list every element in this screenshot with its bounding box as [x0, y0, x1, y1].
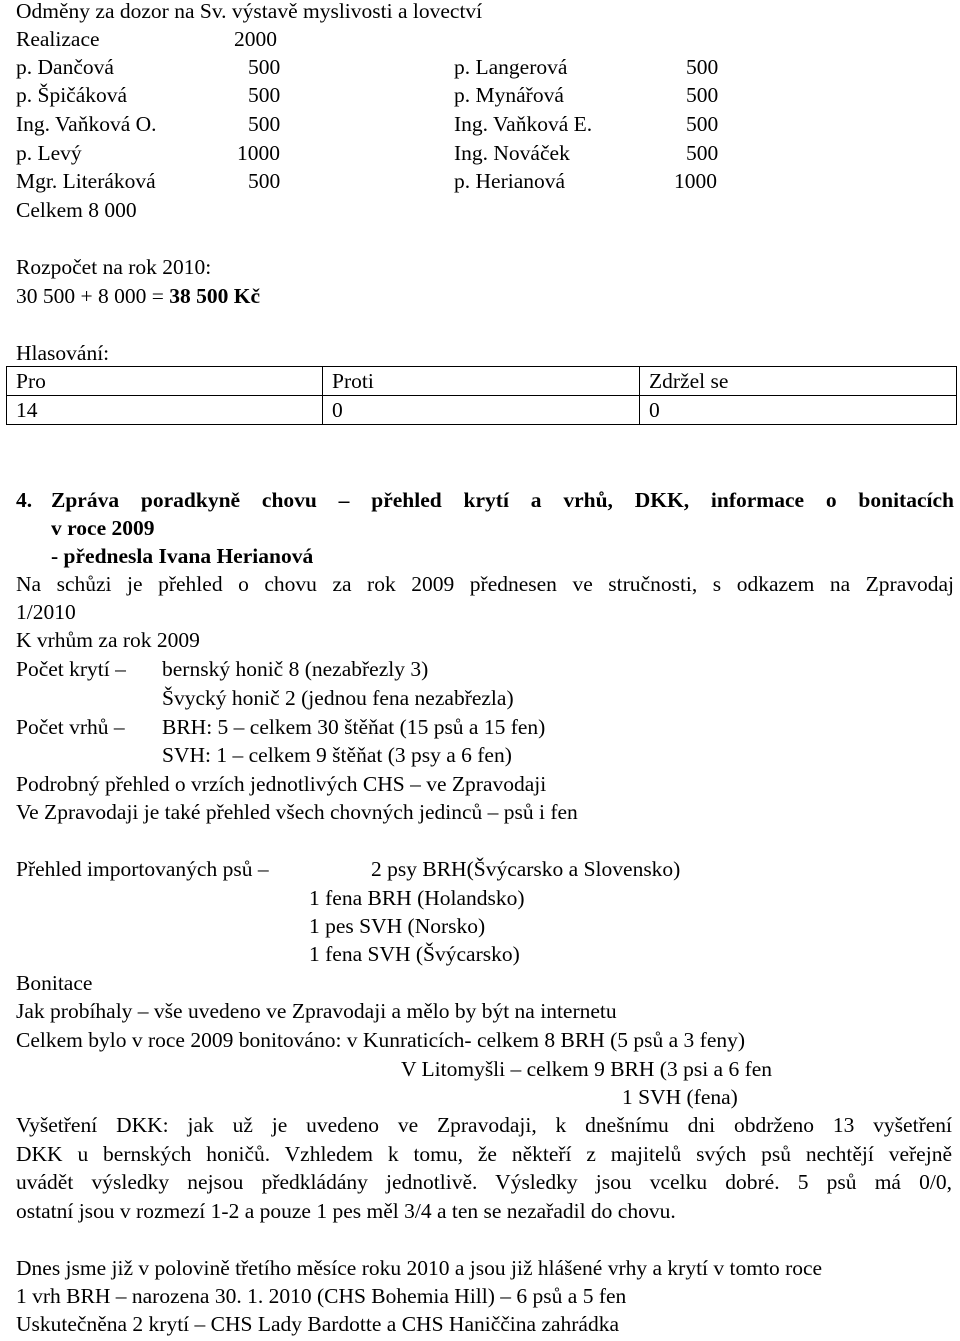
- budget-title: Rozpočet na rok 2010:: [16, 255, 212, 279]
- award-name: p. Levý: [16, 141, 82, 165]
- award-amount: 500: [686, 83, 719, 107]
- realizace-label: Realizace: [16, 27, 100, 51]
- bonitace-info: Jak probíhaly – vše uvedeno ve Zpravodaji a mělo by být na internetu: [16, 999, 617, 1023]
- awards-title: Odměny za dozor na Sv. výstavě myslivosti a lovectví: [16, 0, 483, 23]
- realizace-amount: 2000: [234, 27, 277, 51]
- bonitace-title: Bonitace: [16, 971, 93, 995]
- awards-total: Celkem 8 000: [16, 198, 137, 222]
- litters-label: Počet vrhů –: [16, 715, 125, 739]
- award-name: p. Herianová: [454, 169, 566, 193]
- award-amount: 500: [248, 169, 281, 193]
- award-name: Mgr. Literáková: [16, 169, 156, 193]
- award-amount: 500: [248, 55, 281, 79]
- covering-item: Švycký honič 2 (jednou fena nezabřezla): [162, 686, 514, 710]
- budget-calculation: [16, 282, 260, 310]
- litters-title: K vrhům za rok 2009: [16, 628, 200, 652]
- award-amount: 500: [686, 112, 719, 136]
- budget-total: 38 500 Kč: [169, 284, 261, 308]
- intro-text: Na schůzi je přehled o chovu za rok 2009 přednesen ve stručnosti, s odkazem na Zpravodaj: [16, 572, 954, 596]
- litter-item: SVH: 1 – celkem 9 štěňat (3 psy a 6 fen): [162, 743, 512, 767]
- bonitace-total: Celkem bylo v roce 2009 bonitováno: v Kunraticích- celkem 8 BRH (5 psů a 3 feny): [16, 1028, 746, 1052]
- detail-line: Podrobný přehled o vrzích jednotlivých CHS – ve Zpravodaji: [16, 772, 547, 796]
- dkk-text: uvádět výsledky nejsou předkládány jednotlivě. Výsledky jsou vcelku dobré. 5 psů má 0/0,: [16, 1170, 952, 1194]
- bonitace-total: V Litomyšli – celkem 9 BRH (3 psi a 6 fen: [401, 1057, 773, 1081]
- detail-line: Ve Zpravodaji je také přehled všech chovných jedinců – psů i fen: [16, 800, 578, 824]
- coverings-label: Počet krytí –: [16, 657, 126, 681]
- award-name: p. Mynářová: [454, 83, 564, 107]
- award-amount: 1000: [237, 141, 280, 165]
- award-amount: 500: [248, 83, 281, 107]
- intro-text-cont: 1/2010: [16, 600, 76, 624]
- award-amount: 500: [248, 112, 281, 136]
- final-text: Uskutečněna 2 krytí – CHS Lady Bardotte a CHS Haniččina zahrádka: [16, 1312, 620, 1336]
- table-row: [7, 396, 957, 425]
- vote-header-pro: Pro: [7, 367, 323, 396]
- voting-table: [6, 366, 957, 425]
- section-number: 4.: [16, 488, 33, 512]
- vote-value-proti: 0: [323, 396, 640, 425]
- litter-item: BRH: 5 – celkem 30 štěňat (15 psů a 15 fen): [162, 715, 546, 739]
- final-text: 1 vrh BRH – narozena 30. 1. 2010 (CHS Bohemia Hill) – 6 psů a 5 fen: [16, 1284, 627, 1308]
- dkk-text: DKK u bernských honičů. Vzhledem k tomu, že někteří z majitelů svých psů nechtějí veřejně: [16, 1142, 952, 1166]
- award-name: p. Dančová: [16, 55, 114, 79]
- vote-header-zdrzel: Zdržel se: [640, 367, 957, 396]
- table-row: [7, 367, 957, 396]
- covering-item: bernský honič 8 (nezabřezly 3): [162, 657, 429, 681]
- award-name: Ing. Nováček: [454, 141, 570, 165]
- award-name: Ing. Vaňková O.: [16, 112, 157, 136]
- award-name: p. Langerová: [454, 55, 568, 79]
- bonitace-total: 1 SVH (fena): [622, 1085, 738, 1109]
- award-name: Ing. Vaňková E.: [454, 112, 593, 136]
- presenter: - přednesla Ivana Herianová: [51, 544, 314, 568]
- award-name: p. Špičáková: [16, 83, 128, 107]
- imports-label: Přehled importovaných psů –: [16, 857, 269, 881]
- award-amount: 500: [686, 55, 719, 79]
- section-heading: Zpráva poradkyně chovu – přehled krytí a vrhů, DKK, informace o bonitacích: [51, 488, 954, 512]
- voting-title: Hlasování:: [16, 341, 110, 365]
- vote-header-proti: Proti: [323, 367, 640, 396]
- award-amount: 1000: [674, 169, 717, 193]
- final-text: Dnes jsme již v polovině třetího měsíce roku 2010 a jsou již hlášené vrhy a krytí v tomto roce: [16, 1256, 823, 1280]
- section-heading-cont: v roce 2009: [51, 516, 155, 540]
- dkk-text: ostatní jsou v rozmezí 1-2 a pouze 1 pes měl 3/4 a ten se nezařadil do chovu.: [16, 1199, 676, 1223]
- vote-value-pro: 14: [7, 396, 323, 425]
- budget-calc-plain: 30 500 + 8 000 =: [16, 284, 170, 308]
- import-item: 1 fena SVH (Švýcarsko): [309, 942, 520, 966]
- vote-value-zdrzel: 0: [640, 396, 957, 425]
- import-item: 1 fena BRH (Holandsko): [309, 886, 525, 910]
- dkk-text: Vyšetření DKK: jak už je uvedeno ve Zpravodaji, k dnešnímu dni obdrženo 13 vyšetření: [16, 1113, 952, 1137]
- award-amount: 500: [686, 141, 719, 165]
- import-item: 1 pes SVH (Norsko): [309, 914, 486, 938]
- import-item: 2 psy BRH(Švýcarsko a Slovensko): [371, 857, 681, 881]
